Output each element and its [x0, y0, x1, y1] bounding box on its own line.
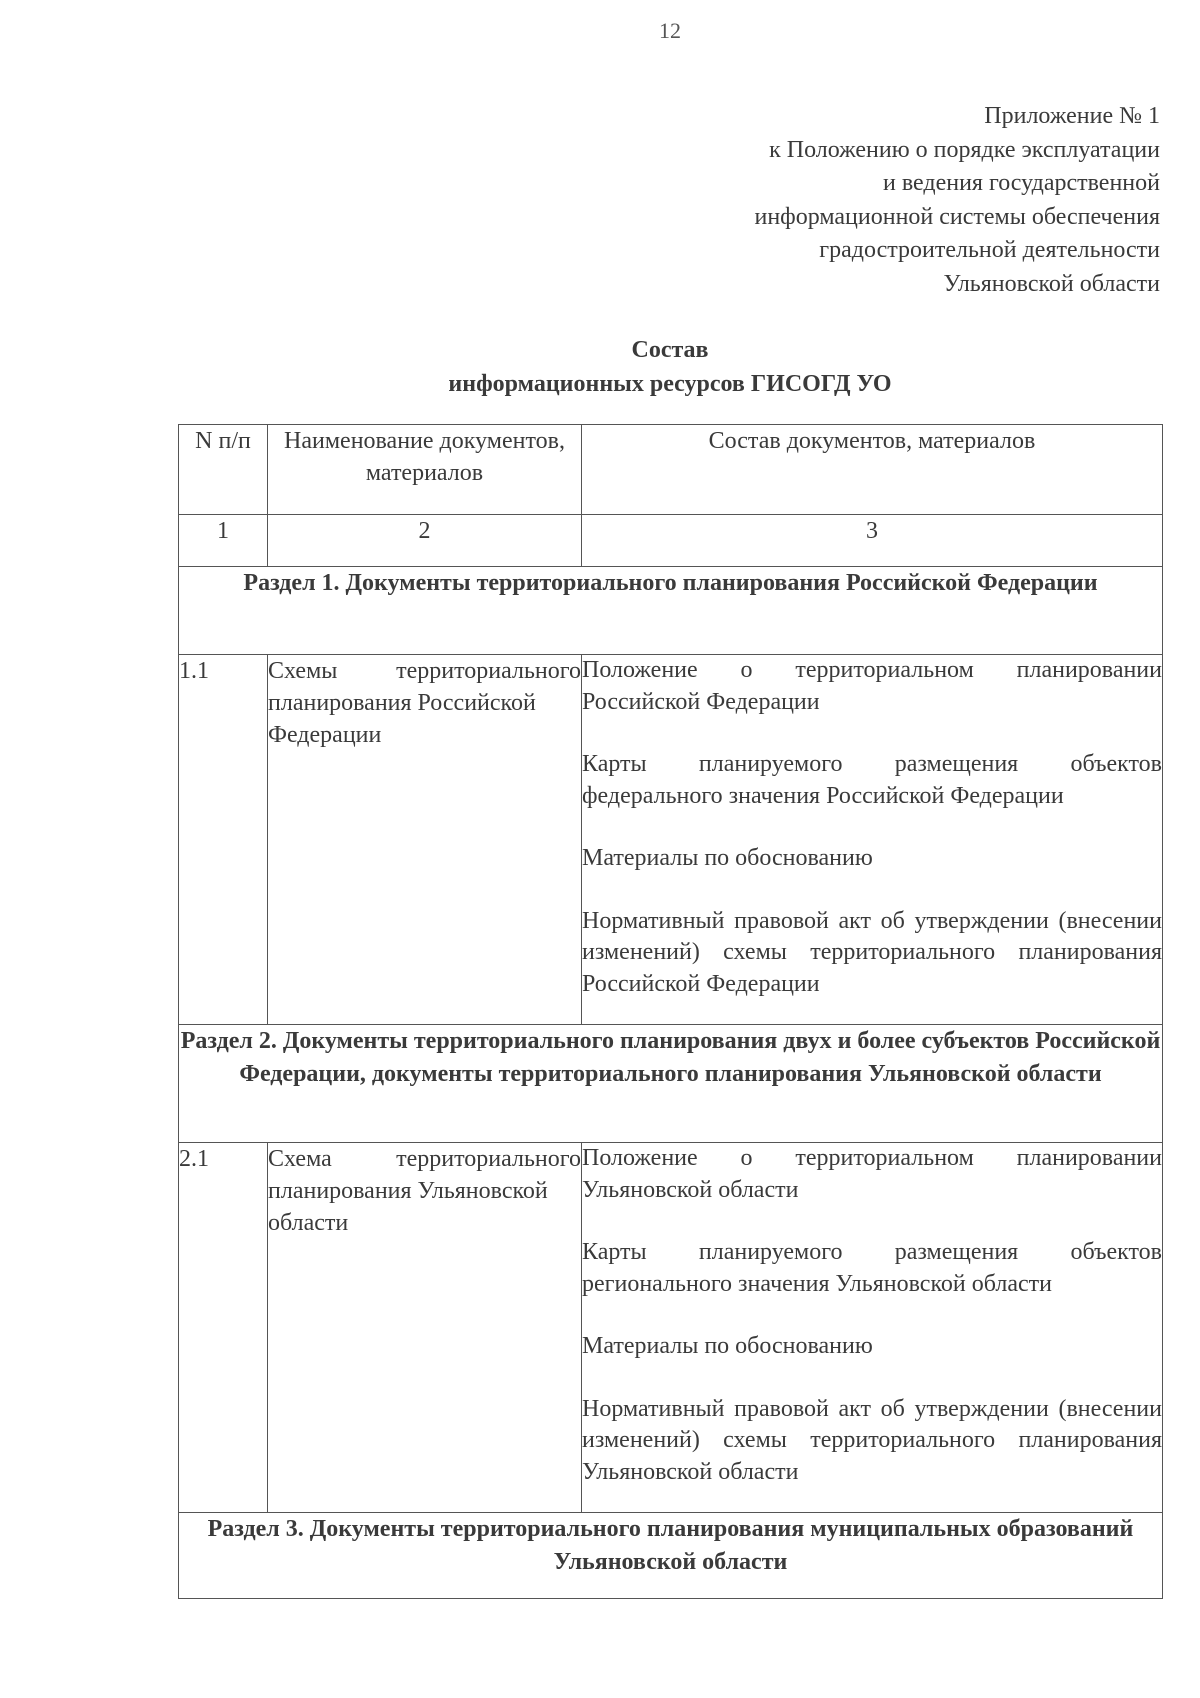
column-number: 3 [582, 515, 1163, 567]
doc-item: Положение о территориальном планировании Ульяновской области [582, 1145, 1162, 1203]
appendix-line: информационной системы обеспечения [754, 203, 1160, 230]
section-2-heading: Раздел 2. Документы территориального планирования двух и более субъектов Российской Федерации, документы территориального планирования Ульяновской области [179, 1025, 1163, 1143]
row-name [268, 1143, 582, 1513]
row-name-first: Схема территориального [268, 1146, 581, 1172]
document-title [178, 333, 1162, 401]
title-line-1: Состав [631, 337, 709, 363]
doc-item: Материалы по обоснованию [582, 845, 873, 871]
row-name-first: Схемы территориального [268, 658, 581, 684]
column-number: 2 [268, 515, 582, 567]
title-line-2: информационных ресурсов ГИСОГД УО [448, 371, 892, 397]
doc-item: Материалы по обоснованию [582, 1333, 873, 1359]
section-row [179, 1025, 1163, 1143]
appendix-note [600, 100, 1160, 301]
doc-item: Карты планируемого размещения объектов федерального значения Российской Федерации [582, 751, 1162, 809]
appendix-line: градостроительной деятельности [819, 237, 1160, 263]
table-row [179, 1143, 1163, 1513]
section-3-heading: Раздел 3. Документы территориального планирования муниципальных образований Ульяновской области [179, 1513, 1163, 1599]
page-number: 12 [659, 18, 681, 43]
appendix-line: Приложение № 1 [984, 103, 1160, 129]
doc-item: Нормативный правовой акт об утверждении (внесении изменений) схемы территориального планирования Российской Федерации [582, 907, 1162, 997]
section-row [179, 567, 1163, 655]
row-index: 2.1 [179, 1143, 268, 1513]
appendix-line: к Положению о порядке эксплуатации [769, 136, 1160, 163]
doc-item: Нормативный правовой акт об утверждении (внесении изменений) схемы территориального планирования Ульяновской области [582, 1395, 1162, 1485]
header-docs: Состав документов, материалов [582, 425, 1163, 515]
row-name [268, 655, 582, 1025]
row-index: 1.1 [179, 655, 268, 1025]
resources-table [178, 424, 1163, 1599]
table-header-row [179, 425, 1163, 515]
row-name-rest: планирования Российской Федерации [268, 690, 536, 748]
doc-item: Карты планируемого размещения объектов регионального значения Ульяновской области [582, 1239, 1162, 1297]
table-row [179, 655, 1163, 1025]
row-name-rest: планирования Ульяновской области [268, 1178, 548, 1236]
column-number: 1 [179, 515, 268, 567]
row-docs [582, 655, 1163, 1025]
appendix-line: и ведения государственной [882, 170, 1160, 196]
header-index: N п/п [179, 425, 268, 515]
appendix-line: Ульяновской области [943, 270, 1160, 297]
header-name: Наименование документов, материалов [268, 425, 582, 515]
row-docs [582, 1143, 1163, 1513]
column-numbers-row [179, 515, 1163, 567]
section-1-heading: Раздел 1. Документы территориального планирования Российской Федерации [179, 567, 1163, 655]
section-row [179, 1513, 1163, 1599]
doc-item: Положение о территориальном планировании Российской Федерации [582, 657, 1162, 715]
